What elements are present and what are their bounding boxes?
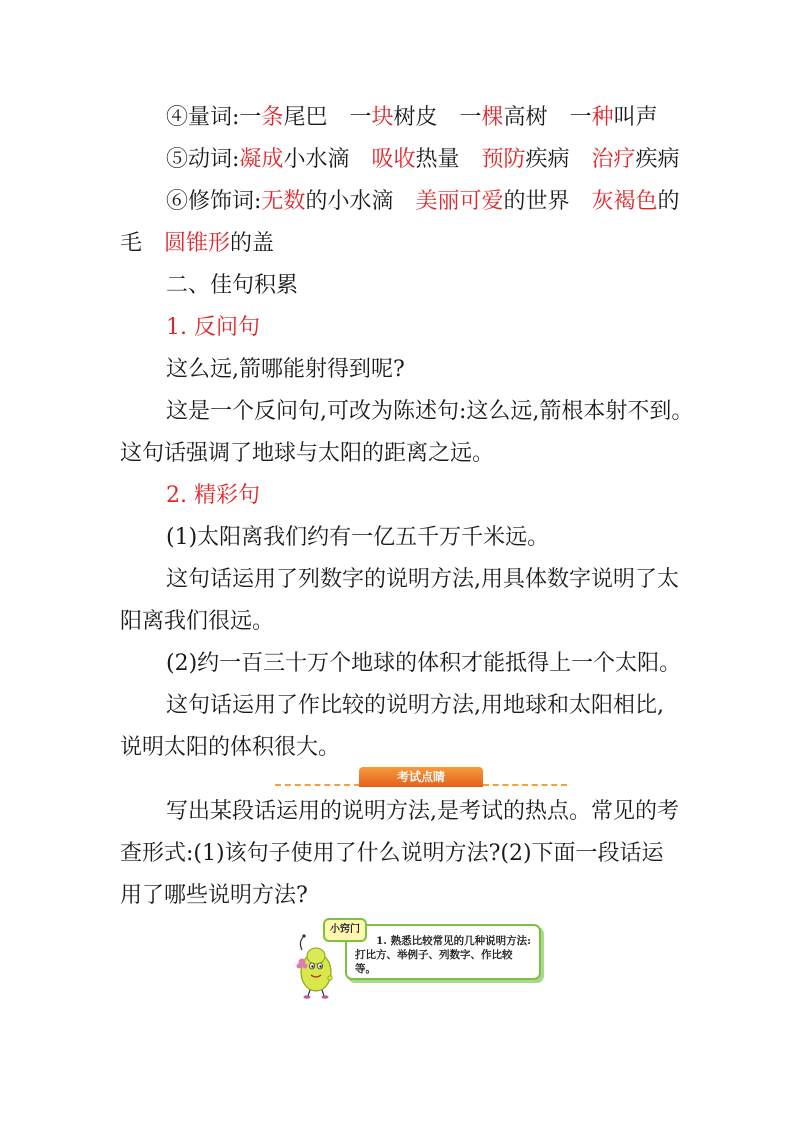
modifier-line: [166, 187, 680, 217]
highlight-word: 无数: [261, 189, 306, 214]
word: 一: [239, 105, 262, 130]
exam-line-2: 查形式:(1)该句子使用了什么说明方法?(2)下面一段话运: [120, 841, 664, 866]
tip-content: [345, 924, 541, 980]
word: 毛: [120, 231, 143, 256]
item2-s2: (2)约一百三十万个地球的体积才能抵得上一个太阳。: [166, 651, 682, 676]
word: 疾病: [635, 147, 680, 172]
word: 一: [349, 105, 372, 130]
item1-title: 1. 反问句: [166, 315, 260, 340]
word: 尾巴: [283, 105, 328, 130]
word: 的世界: [503, 189, 570, 214]
item1-sentence: 这么远,箭哪能射得到呢?: [166, 357, 405, 382]
divider: [275, 784, 360, 786]
item1-explain-2: 这句话强调了地球与太阳的距离之远。: [120, 441, 495, 466]
exam-banner-label: 考试点睛: [359, 767, 483, 787]
highlight-word: 凝成: [239, 147, 284, 172]
highlight-word: 圆锥形: [164, 231, 231, 256]
item2-s2-explain-2: 说明太阳的体积很大。: [120, 735, 341, 760]
word: 的小水滴: [305, 189, 394, 214]
item2-s1-explain-1: 这句话运用了列数字的说明方法,用具体数字说明了太: [166, 567, 679, 592]
highlight-word: 条: [261, 105, 284, 130]
word: 叫声: [613, 105, 658, 130]
pear-mascot-icon: [290, 932, 340, 1000]
item2-title: 2. 精彩句: [166, 483, 260, 508]
item2-s2-explain-1: 这句话运用了作比较的说明方法,用地球和太阳相比,: [166, 693, 664, 718]
word: 的盖: [230, 231, 275, 256]
divider: [483, 784, 567, 786]
tip-tag: 小窍门: [323, 918, 367, 942]
highlight-word: 种: [591, 105, 614, 130]
label: ④量词:: [166, 105, 240, 130]
word: 的: [657, 189, 680, 214]
highlight-word: 灰褐色: [591, 189, 658, 214]
word: 疾病: [525, 147, 570, 172]
tip-text: 1. 熟悉比较常见的几种说明方法: 打比方、举例子、列数字、作比较等。: [355, 935, 531, 975]
item2-s1: (1)太阳离我们约有一亿五千万千米远。: [166, 525, 550, 550]
word: 树皮: [393, 105, 438, 130]
word: 小水滴: [283, 147, 350, 172]
word: 高树: [503, 105, 548, 130]
section-heading: 二、佳句积累: [166, 273, 299, 298]
highlight-word: 块: [371, 105, 394, 130]
highlight-word: 美丽可爱: [415, 189, 504, 214]
highlight-word: 治疗: [591, 147, 636, 172]
quantifier-line: [166, 103, 658, 133]
modifier-line-cont: [120, 229, 274, 259]
exam-line-1: 写出某段话运用的说明方法,是考试的热点。常见的考: [166, 799, 679, 824]
word: 热量: [415, 147, 460, 172]
highlight-word: 预防: [481, 147, 526, 172]
label: ⑥修饰词:: [166, 189, 262, 214]
label: ⑤动词:: [166, 147, 240, 172]
tip-callout: [290, 920, 555, 1000]
exam-banner: [275, 767, 567, 787]
item2-s1-explain-2: 阳离我们很远。: [120, 609, 275, 634]
item1-explain-1: 这是一个反问句,可改为陈述句:这么远,箭根本射不到。: [166, 399, 694, 424]
highlight-word: 棵: [481, 105, 504, 130]
verb-line: [166, 145, 680, 175]
word: 一: [569, 105, 592, 130]
word: 一: [459, 105, 482, 130]
exam-line-3: 用了哪些说明方法?: [120, 883, 308, 908]
highlight-word: 吸收: [371, 147, 416, 172]
